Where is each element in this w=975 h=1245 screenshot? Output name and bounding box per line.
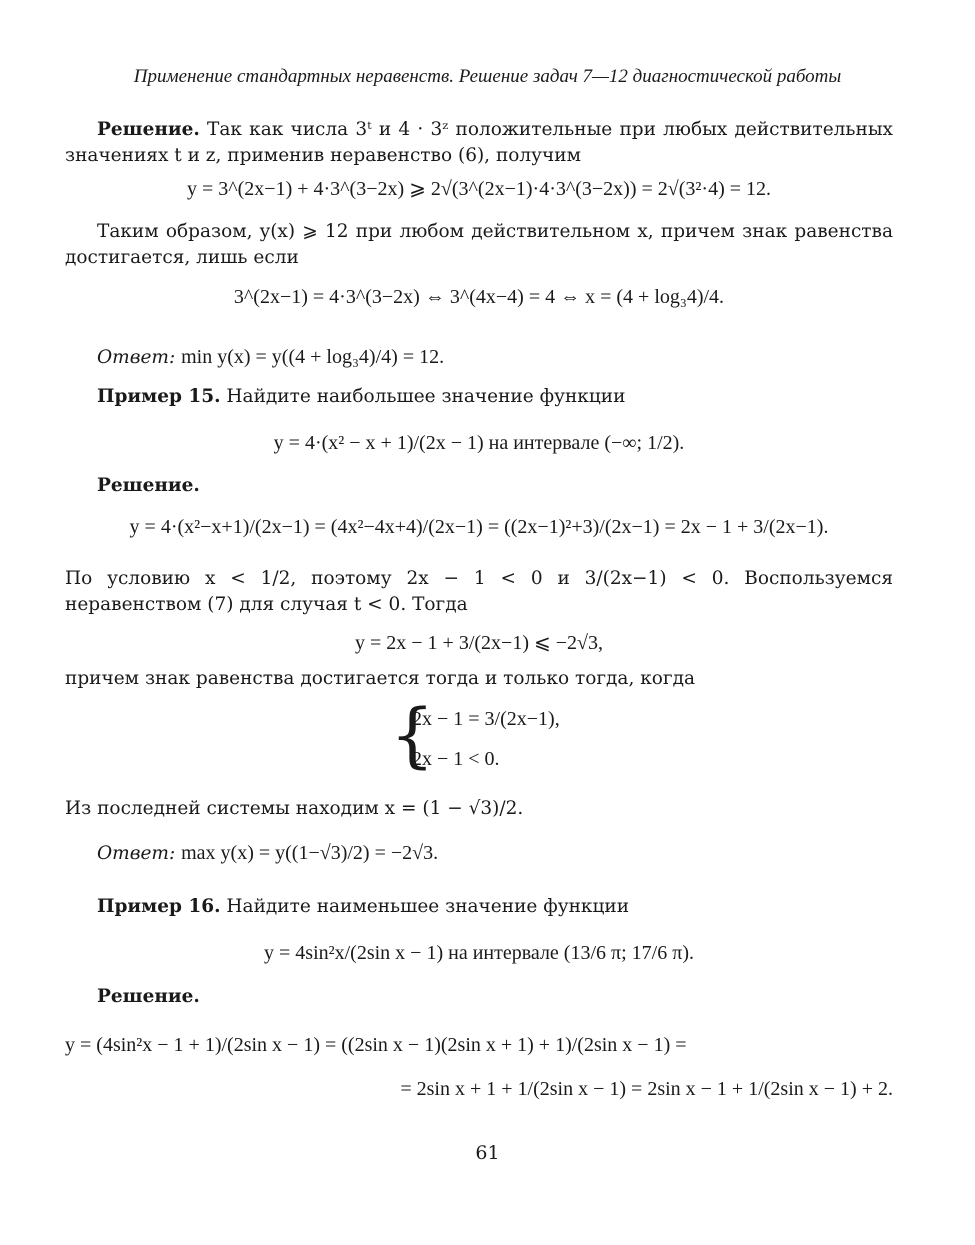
example15-formula-text: y = 4·(x² − x + 1)/(2x − 1) на интервале (−∞; 1/2). (273, 432, 685, 454)
example15-formula3 (65, 630, 893, 655)
example15-condition: По условию x < 1/2, поэтому 2x − 1 < 0 и 3/(2x−1) < 0. Воспользуемся неравенством (7) для случая t < 0. Тогда (65, 568, 893, 615)
solution1-text: Так как числа 3ᵗ и 4 · 3ᶻ положительные при любых действительных значениях t и z, применив неравенство (6), получим (65, 119, 893, 166)
solution1-formula (65, 176, 893, 201)
example16-formula-text: y = 4sin²x/(2sin x − 1) на интервале (13/6 π; 17/6 π). (264, 942, 694, 964)
example15-statement (65, 384, 893, 410)
example15-formula (65, 432, 893, 455)
running-header: Применение стандартных неравенств. Решение задач 7—12 диагностической работы (133, 66, 842, 87)
page-number: 61 (475, 1142, 500, 1164)
solution1-formula-text: y = 3^(2x−1) + 4·3^(3−2x) ⩾ 2√(3^(2x−1)·4·3^(3−2x)) = 2√(3²·4) = 12. (186, 178, 772, 200)
solution1-formula2 (65, 286, 893, 309)
system-brace: { (390, 694, 435, 776)
answer-value: min y(x) = y((4 + log₃4)/4) = 12. (181, 346, 445, 368)
example16-formula3: = 2sin x + 1 + 1/(2sin x − 1) = 2sin x − 1 + 1/(2sin x − 1) + 2. (400, 1078, 893, 1100)
example16-statement (65, 894, 893, 920)
example15-formula3-text: y = 2x − 1 + 3/(2x−1) ⩽ −2√3, (354, 632, 603, 654)
example16-formula (65, 942, 893, 965)
example15-equality-text: причем знак равенства достигается тогда и только тогда, когда (65, 668, 696, 689)
example16-text: Найдите наименьшее значение функции (226, 896, 630, 917)
answer-value: max y(x) = y((1−√3)/2) = −2√3. (181, 842, 439, 864)
example15-text: Найдите наибольшее значение функции (226, 386, 626, 407)
example15-answer (65, 840, 893, 867)
solution1-label: Решение. (97, 119, 200, 140)
solution1-paragraph (65, 117, 893, 169)
example16-formula2: y = (4sin²x − 1 + 1)/(2sin x − 1) = ((2sin x − 1)(2sin x + 1) + 1)/(2sin x − 1) = (65, 1034, 687, 1056)
example16-solution-label: Решение. (97, 986, 200, 1007)
example15-from-text: Из последней системы находим x = (1 − √3)/2. (65, 798, 524, 819)
answer-label: Ответ: (97, 843, 176, 864)
solution1-formula2-text: 3^(2x−1) = 4·3^(3−2x) ⇔ 3^(4x−4) = 4 ⇔ x = (4 + log₃4)/4. (233, 286, 725, 308)
example15-label: Пример 15. (97, 386, 221, 407)
system-line-1: 2x − 1 = 3/(2x−1), (412, 708, 560, 730)
example15-formula2 (65, 516, 893, 539)
solution1-answer (65, 344, 893, 371)
system-line-2: 2x − 1 < 0. (412, 748, 500, 770)
example15-solution-label: Решение. (97, 475, 200, 496)
example16-label: Пример 16. (97, 896, 221, 917)
solution1-after: Таким образом, y(x) ⩾ 12 при любом действительном x, причем знак равенства достигается, лишь если (65, 221, 893, 268)
example15-formula2-text: y = 4·(x²−x+1)/(2x−1) = (4x²−4x+4)/(2x−1) = ((2x−1)²+3)/(2x−1) = 2x − 1 + 3/(2x−1). (129, 516, 829, 538)
answer-label: Ответ: (97, 347, 176, 368)
